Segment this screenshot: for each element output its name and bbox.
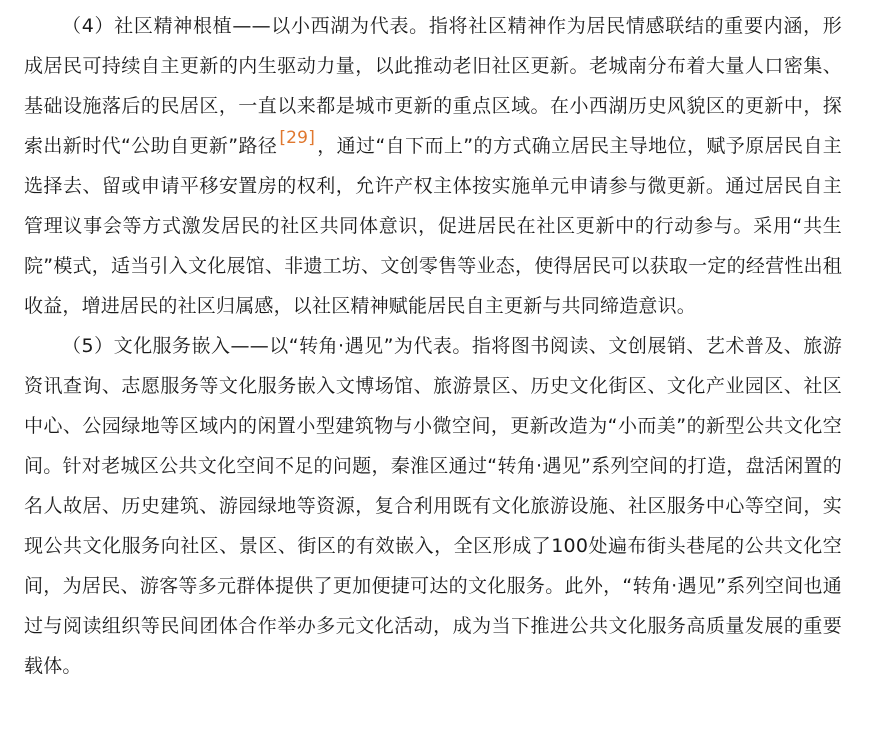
paragraph-community-spirit — [24, 6, 842, 326]
paragraph-4-text-after-citation: ，通过“自下而上”的方式确立居民主导地位，赋予原居民自主选择去、留或申请平移安置房的权利，允许产权主体按实施单元申请参与微更新。通过居民自主管理议事会等方式激发居民的社区共同体意识，促进居民在社区更新中的行动参与。采用“共生院”模式，适当引入文化展馆、非遗工坊、文创零售等业态，使得居民可以获取一定的经营性出租收益，增进居民的社区归属感，以社区精神赋能居民自主更新与共同缔造意识。 — [24, 135, 842, 317]
paragraph-4-text-before-citation: （4）社区精神根植——以小西湖为代表。指将社区精神作为居民情感联结的重要内涵，形成居民可持续自主更新的内生驱动力量，以此推动老旧社区更新。老城南分布着大量人口密集、基础设施落后的民居区，一直以来都是城市更新的重点区域。在小西湖历史风貌区的更新中，探索出新时代“公助自更新”路径 — [24, 15, 842, 157]
article-body — [24, 6, 842, 686]
paragraph-5-text: （5）文化服务嵌入——以“转角·遇见”为代表。指将图书阅读、文创展销、艺术普及、旅游资讯查询、志愿服务等文化服务嵌入文博场馆、旅游景区、历史文化街区、文化产业园区、社区中心、公园绿地等区域内的闲置小型建筑物与小微空间，更新改造为“小而美”的新型公共文化空间。针对老城区公共文化空间不足的问题，秦淮区通过“转角·遇见”系列空间的打造，盘活闲置的名人故居、历史建筑、游园绿地等资源，复合利用既有文化旅游设施、社区服务中心等空间，实现公共文化服务向社区、景区、街区的有效嵌入，全区形成了100处遍布街头巷尾的公共文化空间，为居民、游客等多元群体提供了更加便捷可达的文化服务。此外，“转角·遇见”系列空间也通过与阅读组织等民间团体合作举办多元文化活动，成为当下推进公共文化服务高质量发展的重要载体。 — [24, 335, 842, 677]
citation-link-29[interactable]: [29] — [279, 127, 316, 148]
paragraph-cultural-service — [24, 326, 842, 686]
